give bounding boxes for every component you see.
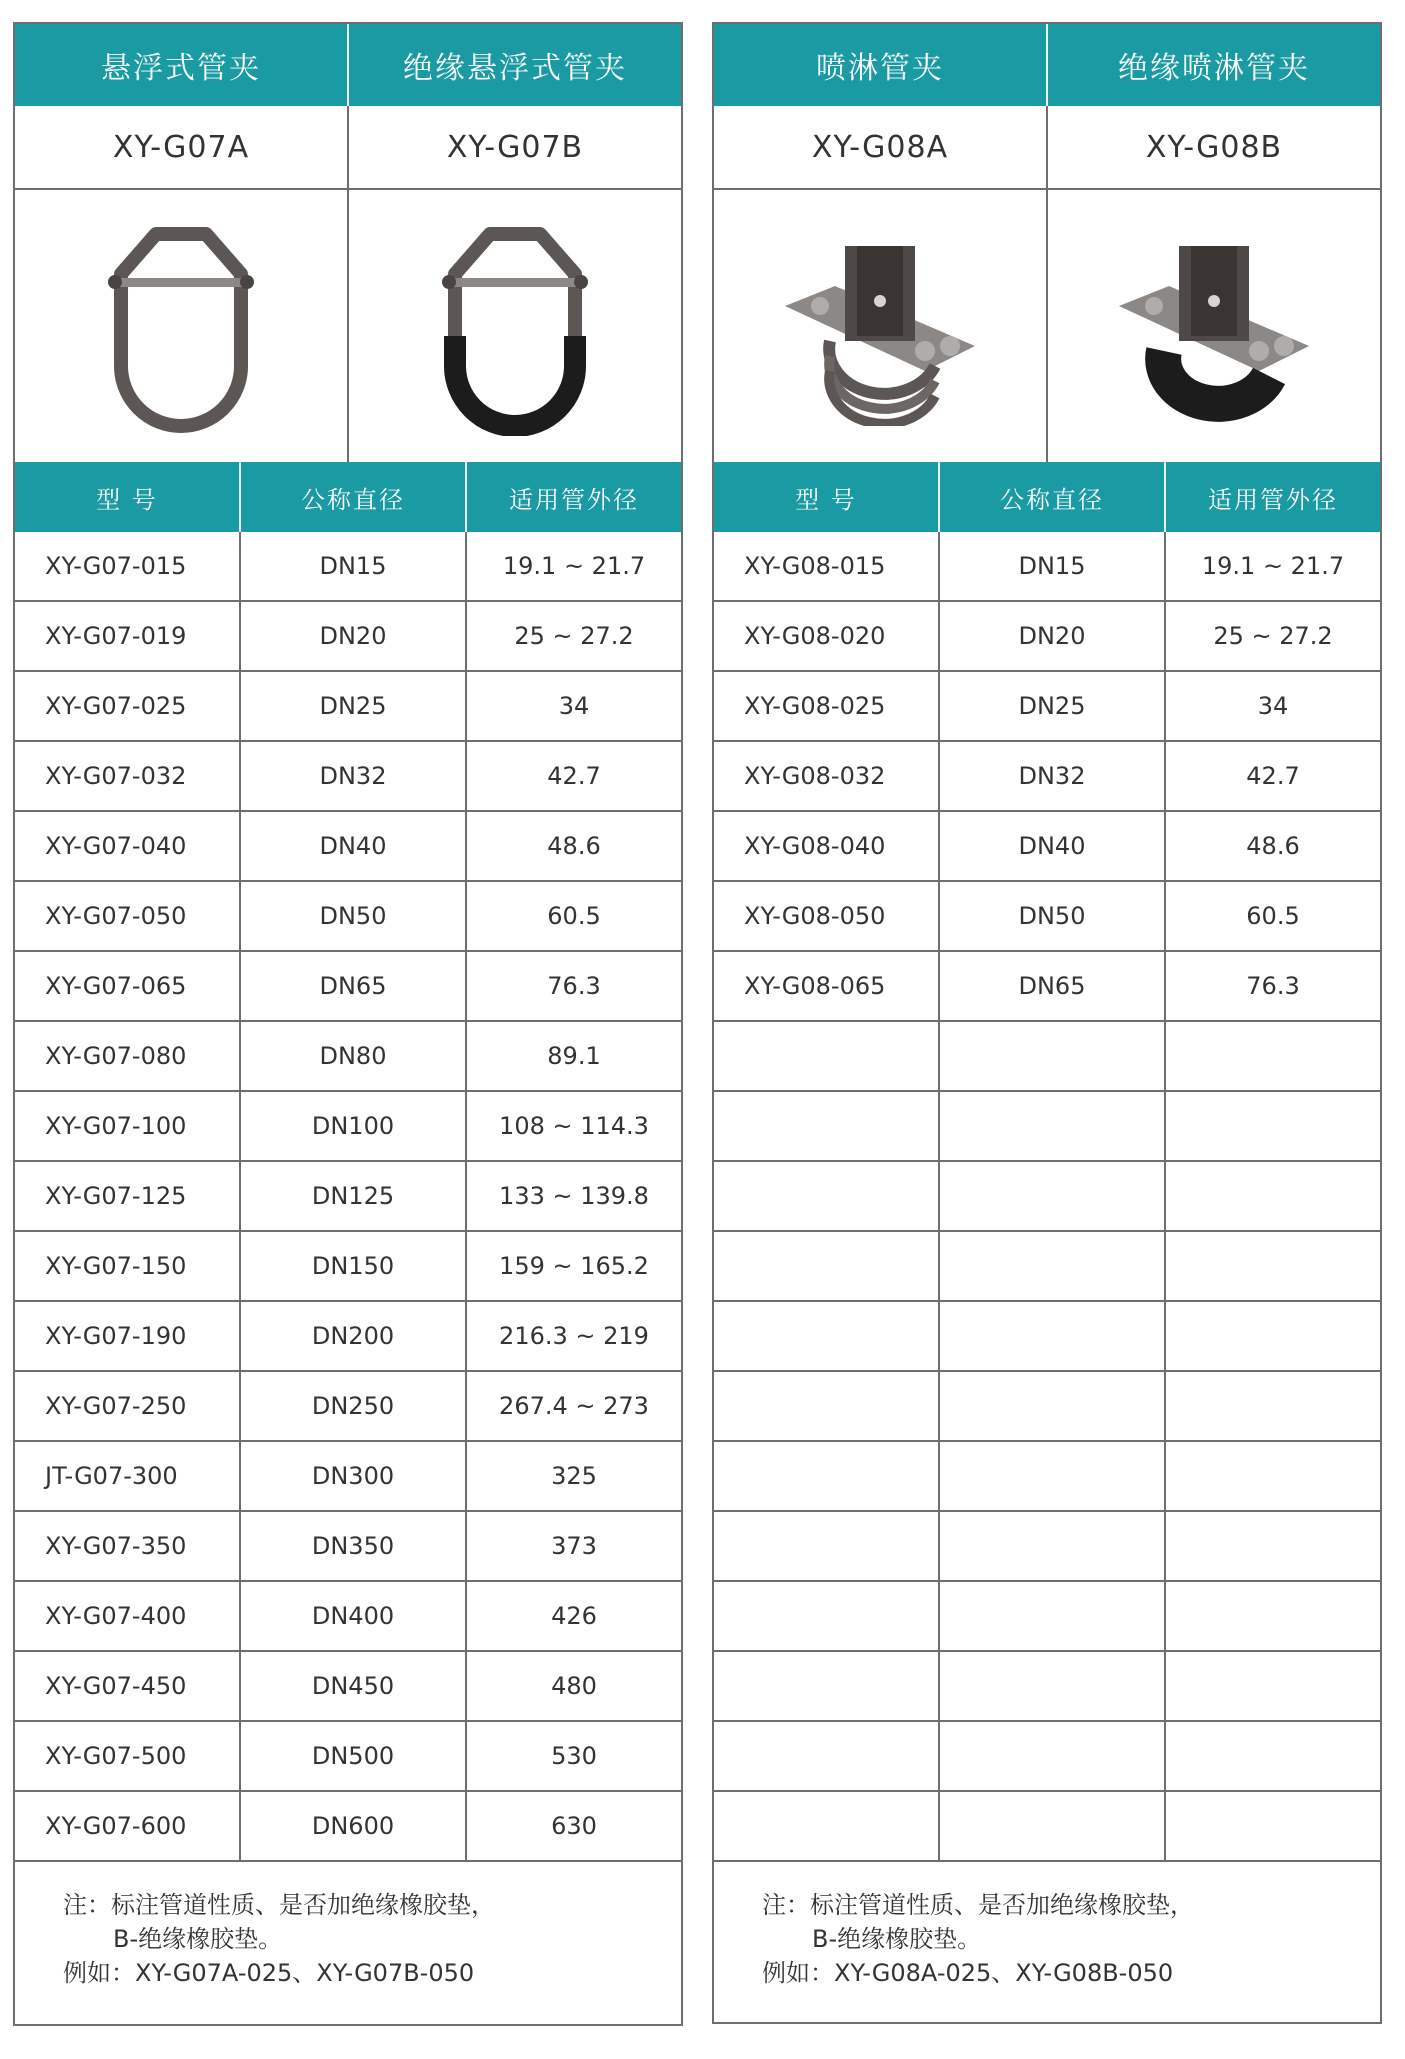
cell-pipe-od: 480 (465, 1652, 681, 1720)
cell-model-number: XY-G07-190 (45, 1322, 187, 1350)
cell-nominal-diameter: DN50 (239, 882, 465, 950)
cell-nominal-diameter: DN65 (239, 952, 465, 1020)
table-row (15, 1022, 681, 1092)
cell-model-number: XY-G07-050 (45, 902, 187, 930)
note-line: B-绝缘橡胶垫。 (812, 1925, 982, 1953)
cell-model-number: XY-G07-015 (45, 552, 187, 580)
cell-nominal-diameter: DN80 (239, 1022, 465, 1090)
product-model-row (15, 106, 681, 190)
table-row (714, 1232, 1380, 1302)
table-row (714, 1162, 1380, 1232)
cell-model-number: XY-G07-500 (45, 1742, 187, 1770)
cell-nominal-diameter (938, 1092, 1164, 1160)
table-row (714, 1302, 1380, 1372)
product-image-row (15, 190, 681, 462)
table-row (714, 742, 1380, 812)
cell-model-number: XY-G07-450 (45, 1672, 187, 1700)
table-row (714, 812, 1380, 882)
cell-pipe-od (1164, 1372, 1380, 1440)
table-row (15, 1162, 681, 1232)
left-product-panel (13, 22, 683, 2026)
cell-nominal-diameter: DN40 (239, 812, 465, 880)
table-row (714, 1722, 1380, 1792)
cell-nominal-diameter (938, 1302, 1164, 1370)
table-row (15, 1722, 681, 1792)
cell-pipe-od: 60.5 (1164, 882, 1380, 950)
cell-pipe-od: 25 ~ 27.2 (1164, 602, 1380, 670)
insulated-sprinkler-pipe-clamp-icon (1109, 226, 1319, 426)
table-row (15, 532, 681, 602)
spec-table-body (15, 532, 681, 1862)
cell-nominal-diameter: DN250 (239, 1372, 465, 1440)
product-model-row (714, 106, 1380, 190)
cell-pipe-od: 19.1 ~ 21.7 (465, 532, 681, 600)
cell-pipe-od (1164, 1162, 1380, 1230)
cell-pipe-od: 89.1 (465, 1022, 681, 1090)
product-name: 绝缘悬浮式管夹 (347, 24, 681, 106)
cell-nominal-diameter (938, 1162, 1164, 1230)
table-row (15, 1652, 681, 1722)
cell-model-number: XY-G07-100 (45, 1112, 187, 1140)
column-header-pipe-od: 适用管外径 (1164, 462, 1380, 532)
product-image-cell (1046, 190, 1380, 462)
column-header-model: 型 号 (96, 485, 158, 514)
note-line: B-绝缘橡胶垫。 (113, 1925, 283, 1953)
cell-model-number: XY-G07-150 (45, 1252, 187, 1280)
cell-model-number (714, 1512, 938, 1580)
cell-nominal-diameter: DN600 (239, 1792, 465, 1860)
cell-pipe-od: 373 (465, 1512, 681, 1580)
cell-model-number (714, 1302, 938, 1370)
cell-nominal-diameter (938, 1722, 1164, 1790)
table-row (714, 532, 1380, 602)
cell-nominal-diameter: DN40 (938, 812, 1164, 880)
cell-model-number: JT-G07-300 (45, 1462, 178, 1490)
cell-nominal-diameter (938, 1792, 1164, 1860)
cell-model-number: XY-G08-025 (744, 692, 886, 720)
cell-model-number: XY-G07-019 (45, 622, 187, 650)
cell-nominal-diameter: DN50 (938, 882, 1164, 950)
cell-model-number (714, 1022, 938, 1090)
table-row (15, 1092, 681, 1162)
table-header (714, 462, 1380, 532)
cell-pipe-od: 267.4 ~ 273 (465, 1372, 681, 1440)
cell-pipe-od (1164, 1022, 1380, 1090)
cell-nominal-diameter: DN300 (239, 1442, 465, 1510)
product-name: 喷淋管夹 (816, 51, 944, 86)
note-block (15, 1862, 681, 1990)
cell-nominal-diameter (938, 1372, 1164, 1440)
cell-pipe-od: 48.6 (465, 812, 681, 880)
column-header-pipe-od: 适用管外径 (465, 462, 681, 532)
cell-nominal-diameter: DN32 (938, 742, 1164, 810)
cell-nominal-diameter: DN350 (239, 1512, 465, 1580)
product-image-cell (714, 190, 1046, 462)
cell-model-number: XY-G07-065 (45, 972, 187, 1000)
table-row (714, 882, 1380, 952)
cell-pipe-od: 216.3 ~ 219 (465, 1302, 681, 1370)
cell-pipe-od (1164, 1652, 1380, 1720)
cell-pipe-od (1164, 1582, 1380, 1650)
cell-pipe-od: 60.5 (465, 882, 681, 950)
cell-nominal-diameter: DN65 (938, 952, 1164, 1020)
cell-model-number: XY-G08-040 (744, 832, 886, 860)
note-line: 注：标注管道性质、是否加绝缘橡胶垫， (762, 1891, 1194, 1919)
table-row (15, 602, 681, 672)
product-image-cell (15, 190, 347, 462)
cell-pipe-od (1164, 1232, 1380, 1300)
table-row (15, 1442, 681, 1512)
insulated-clevis-hanger-icon (435, 216, 595, 436)
spec-table-body (714, 532, 1380, 1862)
product-model: XY-G07A (112, 129, 250, 165)
cell-nominal-diameter: DN450 (239, 1652, 465, 1720)
cell-pipe-od: 34 (465, 672, 681, 740)
table-row (15, 742, 681, 812)
cell-model-number: XY-G07-600 (45, 1812, 187, 1840)
cell-nominal-diameter (938, 1652, 1164, 1720)
cell-model-number: XY-G08-050 (744, 902, 886, 930)
column-header-nominal-diameter: 公称直径 (938, 462, 1164, 532)
product-image-cell (347, 190, 681, 462)
cell-nominal-diameter: DN500 (239, 1722, 465, 1790)
cell-nominal-diameter (938, 1022, 1164, 1090)
product-name: 绝缘喷淋管夹 (1046, 24, 1380, 106)
table-row (15, 952, 681, 1022)
table-row (714, 1512, 1380, 1582)
cell-pipe-od: 25 ~ 27.2 (465, 602, 681, 670)
cell-nominal-diameter (938, 1512, 1164, 1580)
table-row (15, 1792, 681, 1862)
product-model: XY-G08B (1046, 106, 1380, 188)
table-row (714, 1442, 1380, 1512)
cell-nominal-diameter: DN150 (239, 1232, 465, 1300)
cell-nominal-diameter: DN200 (239, 1302, 465, 1370)
cell-pipe-od: 76.3 (465, 952, 681, 1020)
cell-model-number: XY-G08-015 (744, 552, 886, 580)
cell-nominal-diameter (938, 1442, 1164, 1510)
table-row (714, 602, 1380, 672)
cell-model-number: XY-G07-040 (45, 832, 187, 860)
cell-model-number: XY-G08-020 (744, 622, 886, 650)
clevis-hanger-icon (101, 216, 261, 436)
product-name-header (714, 24, 1380, 106)
table-row (714, 1372, 1380, 1442)
cell-model-number (714, 1372, 938, 1440)
table-row (714, 952, 1380, 1022)
cell-pipe-od: 34 (1164, 672, 1380, 740)
cell-model-number: XY-G07-125 (45, 1182, 187, 1210)
cell-model-number (714, 1652, 938, 1720)
cell-pipe-od (1164, 1442, 1380, 1510)
cell-model-number: XY-G07-400 (45, 1602, 187, 1630)
cell-nominal-diameter: DN15 (239, 532, 465, 600)
note-block (714, 1862, 1380, 1990)
cell-pipe-od: 325 (465, 1442, 681, 1510)
right-product-panel (712, 22, 1382, 2024)
table-header (15, 462, 681, 532)
cell-pipe-od (1164, 1722, 1380, 1790)
cell-pipe-od: 42.7 (465, 742, 681, 810)
cell-pipe-od (1164, 1512, 1380, 1580)
table-row (714, 672, 1380, 742)
cell-model-number (714, 1722, 938, 1790)
table-row (714, 1582, 1380, 1652)
table-row (714, 1022, 1380, 1092)
product-image-row (714, 190, 1380, 462)
cell-model-number (714, 1162, 938, 1230)
cell-pipe-od: 159 ~ 165.2 (465, 1232, 681, 1300)
cell-model-number (714, 1582, 938, 1650)
cell-nominal-diameter: DN400 (239, 1582, 465, 1650)
table-row (15, 1372, 681, 1442)
cell-pipe-od: 530 (465, 1722, 681, 1790)
note-example: 例如：XY-G08A-025、XY-G08B-050 (762, 1959, 1174, 1987)
cell-model-number (714, 1442, 938, 1510)
cell-pipe-od: 76.3 (1164, 952, 1380, 1020)
note-line: 注：标注管道性质、是否加绝缘橡胶垫， (63, 1891, 495, 1919)
cell-nominal-diameter: DN20 (239, 602, 465, 670)
cell-pipe-od: 42.7 (1164, 742, 1380, 810)
cell-nominal-diameter: DN25 (938, 672, 1164, 740)
cell-model-number: XY-G07-350 (45, 1532, 187, 1560)
table-row (714, 1652, 1380, 1722)
cell-pipe-od (1164, 1302, 1380, 1370)
cell-model-number (714, 1092, 938, 1160)
product-name-header (15, 24, 681, 106)
cell-pipe-od: 48.6 (1164, 812, 1380, 880)
cell-model-number: XY-G08-032 (744, 762, 886, 790)
table-row (15, 672, 681, 742)
cell-pipe-od: 108 ~ 114.3 (465, 1092, 681, 1160)
cell-pipe-od: 19.1 ~ 21.7 (1164, 532, 1380, 600)
cell-nominal-diameter (938, 1232, 1164, 1300)
cell-pipe-od (1164, 1092, 1380, 1160)
cell-nominal-diameter: DN100 (239, 1092, 465, 1160)
cell-nominal-diameter (938, 1582, 1164, 1650)
cell-nominal-diameter: DN32 (239, 742, 465, 810)
product-name: 悬浮式管夹 (101, 51, 261, 86)
table-row (15, 1512, 681, 1582)
column-header-model: 型 号 (795, 485, 857, 514)
cell-pipe-od: 426 (465, 1582, 681, 1650)
cell-nominal-diameter: DN20 (938, 602, 1164, 670)
table-row (15, 1232, 681, 1302)
table-row (714, 1792, 1380, 1862)
sprinkler-pipe-clamp-icon (775, 226, 985, 426)
cell-pipe-od: 630 (465, 1792, 681, 1860)
cell-model-number: XY-G08-065 (744, 972, 886, 1000)
cell-model-number: XY-G07-032 (45, 762, 187, 790)
product-model: XY-G07B (347, 106, 681, 188)
cell-nominal-diameter: DN125 (239, 1162, 465, 1230)
column-header-nominal-diameter: 公称直径 (239, 462, 465, 532)
note-example: 例如：XY-G07A-025、XY-G07B-050 (63, 1959, 475, 1987)
cell-model-number: XY-G07-025 (45, 692, 187, 720)
cell-pipe-od: 133 ~ 139.8 (465, 1162, 681, 1230)
table-row (15, 1582, 681, 1652)
cell-nominal-diameter: DN15 (938, 532, 1164, 600)
table-row (15, 1302, 681, 1372)
cell-model-number: XY-G07-250 (45, 1392, 187, 1420)
cell-model-number: XY-G07-080 (45, 1042, 187, 1070)
cell-nominal-diameter: DN25 (239, 672, 465, 740)
cell-model-number (714, 1792, 938, 1860)
table-row (714, 1092, 1380, 1162)
cell-model-number (714, 1232, 938, 1300)
cell-pipe-od (1164, 1792, 1380, 1860)
table-row (15, 812, 681, 882)
product-model: XY-G08A (811, 129, 949, 165)
table-row (15, 882, 681, 952)
